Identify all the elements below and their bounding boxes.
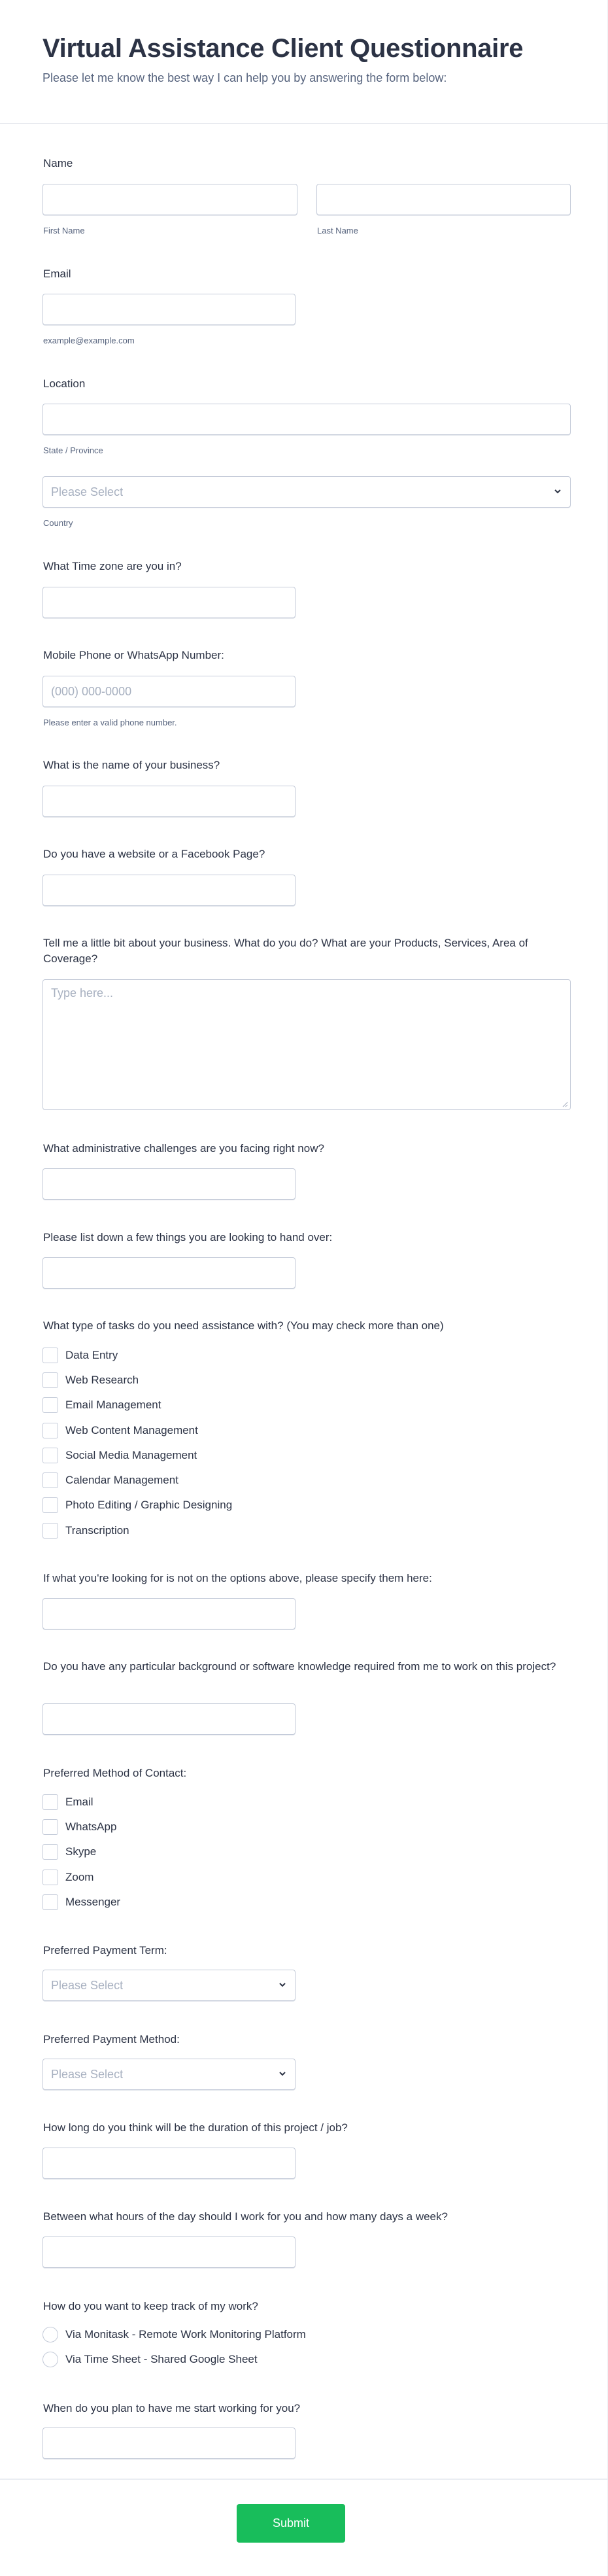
task-option-transcription[interactable]: Transcription (42, 1522, 129, 1539)
hours-input[interactable] (42, 2237, 296, 2268)
challenges-input[interactable] (42, 1168, 296, 1200)
checkbox[interactable] (42, 1497, 58, 1513)
payment-term-placeholder: Please Select (51, 1979, 124, 1992)
country-select[interactable] (42, 476, 571, 508)
challenges-label: What administrative challenges are you facing right now? (43, 1142, 324, 1155)
about-business-label: Tell me a little bit about your business. What do you do? What are your Products, Services, Area of Coverage? (43, 937, 528, 965)
task-option-web-research[interactable]: Web Research (42, 1372, 139, 1389)
contact-option-whatsapp[interactable]: WhatsApp (42, 1819, 116, 1836)
checkbox[interactable] (42, 1870, 58, 1885)
name-label: Name (43, 157, 73, 169)
email-input[interactable] (42, 294, 296, 325)
chevron-down-icon (278, 1980, 287, 1989)
checkbox[interactable] (42, 1894, 58, 1910)
country-sublabel: Country (43, 518, 73, 528)
timezone-input[interactable] (42, 587, 296, 618)
radio[interactable] (42, 2352, 58, 2367)
tracking-option-timesheet[interactable]: Via Time Sheet - Shared Google Sheet (42, 2351, 258, 2368)
radio[interactable] (42, 2327, 58, 2342)
business-name-input[interactable] (42, 786, 296, 817)
phone-label: Mobile Phone or WhatsApp Number: (43, 649, 224, 661)
checkbox[interactable] (42, 1819, 58, 1835)
checkbox[interactable] (42, 1423, 58, 1438)
last-name-sublabel: Last Name (317, 226, 358, 235)
email-sublabel: example@example.com (43, 336, 135, 345)
contact-option-skype[interactable]: Skype (42, 1843, 96, 1860)
background-input[interactable] (42, 1703, 296, 1735)
email-label: Email (43, 268, 71, 280)
payment-method-label: Preferred Payment Method: (43, 2033, 180, 2045)
form-subtitle: Please let me know the best way I can help you by answering the form below: (42, 71, 447, 84)
task-option-web-content-management[interactable]: Web Content Management (42, 1422, 198, 1439)
tracking-label: How do you want to keep track of my work? (43, 2300, 258, 2312)
duration-input[interactable] (42, 2148, 296, 2179)
country-placeholder: Please Select (51, 485, 124, 498)
chevron-down-icon (278, 2069, 287, 2078)
start-date-input[interactable] (42, 2428, 296, 2459)
website-input[interactable] (42, 875, 296, 906)
payment-term-label: Preferred Payment Term: (43, 1944, 167, 1957)
start-date-label: When do you plan to have me start working for you? (43, 2402, 301, 2414)
resize-grip-icon[interactable] (562, 1101, 568, 1107)
checkbox[interactable] (42, 1523, 58, 1539)
checkbox[interactable] (42, 1448, 58, 1463)
handover-label: Please list down a few things you are looking to hand over: (43, 1231, 333, 1244)
state-province-sublabel: State / Province (43, 445, 103, 455)
location-label: Location (43, 377, 86, 390)
contact-option-email[interactable]: Email (42, 1794, 93, 1811)
tasks-label: What type of tasks do you need assistance with? (You may check more than one) (43, 1319, 444, 1332)
checkbox[interactable] (42, 1472, 58, 1488)
contact-method-label: Preferred Method of Contact: (43, 1767, 187, 1779)
about-business-textarea[interactable] (42, 979, 571, 1110)
phone-hint: Please enter a valid phone number. (43, 718, 177, 727)
chevron-down-icon (553, 487, 562, 496)
checkbox[interactable] (42, 1794, 58, 1810)
state-province-input[interactable] (42, 404, 571, 435)
duration-label: How long do you think will be the duration of this project / job? (43, 2121, 348, 2134)
form-title: Virtual Assistance Client Questionnaire (42, 34, 524, 63)
handover-input[interactable] (42, 1257, 296, 1289)
hours-label: Between what hours of the day should I work for you and how many days a week? (43, 2210, 448, 2223)
timezone-label: What Time zone are you in? (43, 560, 182, 572)
background-label: Do you have any particular background or software knowledge required from me to work on this project? (43, 1660, 556, 1673)
website-label: Do you have a website or a Facebook Page? (43, 848, 265, 860)
business-name-label: What is the name of your business? (43, 759, 220, 771)
payment-term-select[interactable] (42, 1970, 296, 2001)
tracking-option-monitask[interactable]: Via Monitask - Remote Work Monitoring Platform (42, 2326, 306, 2343)
submit-button[interactable]: Submit (237, 2504, 345, 2543)
last-name-input[interactable] (316, 184, 571, 215)
payment-method-placeholder: Please Select (51, 2068, 124, 2081)
task-option-calendar-management[interactable]: Calendar Management (42, 1472, 178, 1489)
task-option-email-management[interactable]: Email Management (42, 1397, 161, 1414)
contact-option-messenger[interactable]: Messenger (42, 1894, 120, 1911)
checkbox[interactable] (42, 1397, 58, 1413)
other-tasks-label: If what you're looking for is not on the options above, please specify them here: (43, 1572, 432, 1584)
about-business-placeholder: Type here... (51, 986, 114, 1000)
task-option-data-entry[interactable]: Data Entry (42, 1347, 118, 1364)
contact-option-zoom[interactable]: Zoom (42, 1869, 93, 1886)
footer-divider (0, 2479, 608, 2480)
checkbox[interactable] (42, 1844, 58, 1860)
phone-placeholder: (000) 000-0000 (51, 685, 132, 698)
phone-input[interactable] (42, 676, 296, 707)
other-tasks-input[interactable] (42, 1598, 296, 1629)
first-name-sublabel: First Name (43, 226, 85, 235)
task-option-photo-editing[interactable]: Photo Editing / Graphic Designing (42, 1497, 232, 1514)
payment-method-select[interactable] (42, 2059, 296, 2090)
checkbox[interactable] (42, 1348, 58, 1363)
form-header (0, 0, 608, 124)
first-name-input[interactable] (42, 184, 297, 215)
checkbox[interactable] (42, 1372, 58, 1388)
task-option-social-media-management[interactable]: Social Media Management (42, 1447, 197, 1464)
